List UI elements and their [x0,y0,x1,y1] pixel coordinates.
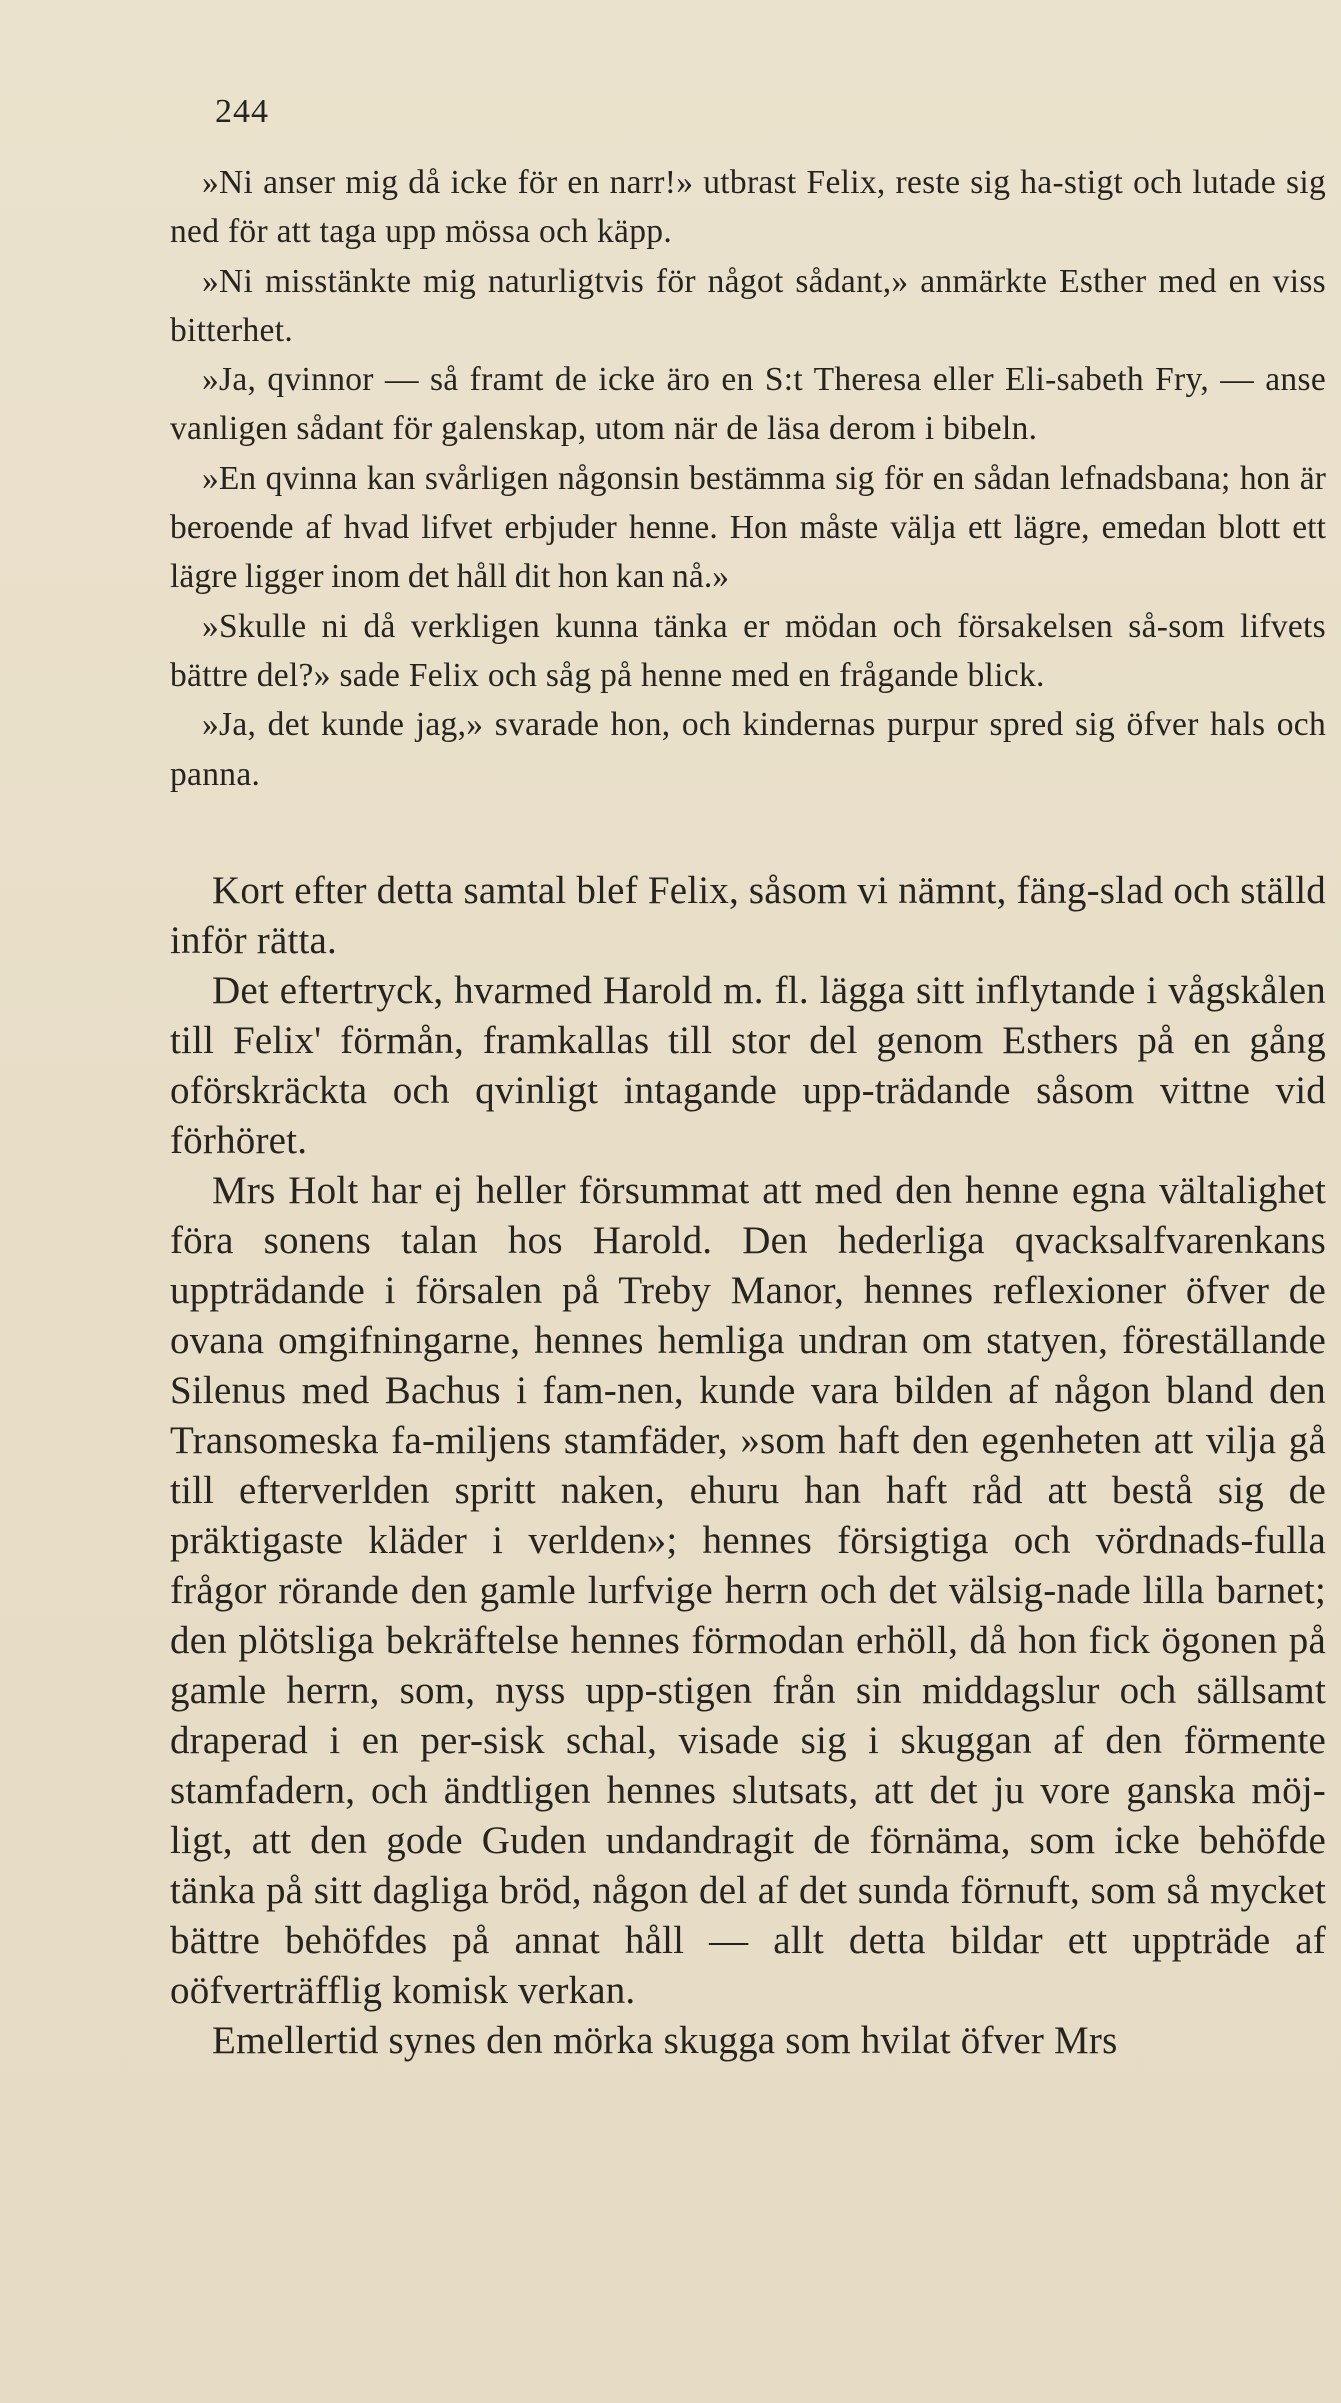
paragraph: »En qvinna kan svårligen någonsin bestämma sig för en sådan lefnadsbana; hon är beroende af hvad lifvet erbjuder henne. Hon måste välja ett lägre, emedan blott ett lägre ligger inom det håll dit hon kan nå.» [170,459,1326,596]
paragraph: Kort efter detta samtal blef Felix, såsom vi nämnt, fäng-slad och ställd inför rätta. [170,869,1326,962]
paragraph: »Ja, qvinnor — så framt de icke äro en S:t Theresa eller Eli-sabeth Fry, — anse vanligen sådant för galenskap, utom när de läsa derom i bibeln. [170,361,1326,448]
narrative-section [170,866,1326,2066]
dialogue-section [170,158,1326,799]
paragraph: Mrs Holt har ej heller försummat att med den henne egna vältalighet föra sonens talan hos Harold. Den hederliga qvacksalfvarenkans uppträdande i försalen på Treby Manor, hennes reflexioner öfver de ovana omgifningarne, hennes hemliga undran om statyen, föreställande Silenus med Bachus i fam-nen, kunde vara bilden af någon bland den Transomeska fa-miljens stamfäder, »som haft den egenheten att vilja gå till efterverlden spritt naken, ehuru han haft råd att bestå sig de präktigaste kläder i verlden»; hennes försigtiga och vördnads-fulla frågor rörande den gamle lurfvige herrn och det välsig-nade lilla barnet; den plötsliga bekräftelse hennes förmodan erhöll, då hon fick ögonen på gamle herrn, som, nyss upp-stigen från sin middagslur och sällsamt draperad i en per-sisk schal, visade sig i skuggan af den förmente stamfadern, och ändtligen hennes slutsats, att det ju vore ganska möj-ligt, att den gode Guden undandragit de förnäma, som icke behöfde tänka på sitt dagliga bröd, någon del af det sunda förnuft, som så mycket bättre behöfdes på annat håll — allt detta bildar ett uppträde af oöfverträfflig komisk verkan. [170,1169,1326,2012]
paragraph: Emellertid synes den mörka skugga som hvilat öfver Mrs [212,2019,1118,2062]
paragraph: »Skulle ni då verkligen kunna tänka er mödan och försakelsen så-som lifvets bättre del?» sade Felix och såg på henne med en frågande blick. [170,607,1326,694]
paragraph: Det eftertryck, hvarmed Harold m. fl. lägga sitt inflytande i vågskålen till Felix' förmån, framkallas till stor del genom Esthers på en gång oförskräckta och qvinligt intagande upp-trädande såsom vittne vid förhöret. [170,969,1326,1162]
paragraph: »Ja, det kunde jag,» svarade hon, och kindernas purpur spred sig öfver hals och panna. [170,706,1326,793]
paragraph: »Ni anser mig då icke för en narr!» utbrast Felix, reste sig ha-stigt och lutade sig ned för att taga upp mössa och käpp. [170,164,1326,251]
paragraph: »Ni misstänkte mig naturligtvis för något sådant,» anmärkte Esther med en viss bitterhet. [170,262,1326,349]
page-number: 244 [215,93,269,130]
